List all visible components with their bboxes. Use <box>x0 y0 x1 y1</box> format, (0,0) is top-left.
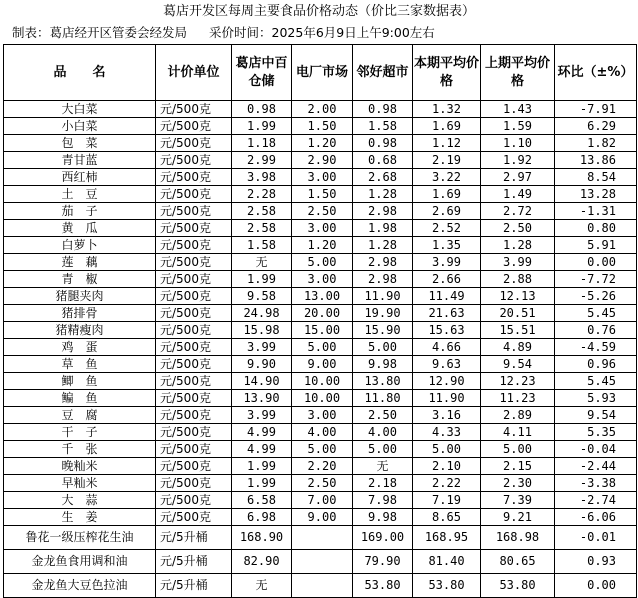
cell-price-zhongbai: 6.58 <box>232 492 292 509</box>
cell-price-zhongbai: 3.98 <box>232 169 292 186</box>
cell-name: 鳊 鱼 <box>4 390 156 407</box>
cell-price-linhao: 2.68 <box>353 169 413 186</box>
cell-name: 黄 瓜 <box>4 220 156 237</box>
cell-previous-avg: 4.11 <box>481 424 555 441</box>
cell-unit: 元/500克 <box>156 492 232 509</box>
table-row <box>4 135 637 152</box>
cell-unit: 元/500克 <box>156 118 232 135</box>
header-change: 环比（±%） <box>555 45 637 101</box>
cell-price-dianchang: 1.50 <box>292 186 353 203</box>
cell-current-avg: 1.35 <box>413 237 481 254</box>
cell-price-dianchang: 10.00 <box>292 390 353 407</box>
cell-price-zhongbai: 3.99 <box>232 407 292 424</box>
cell-change: 5.91 <box>555 237 637 254</box>
cell-previous-avg: 2.50 <box>481 220 555 237</box>
cell-change: 9.54 <box>555 407 637 424</box>
cell-unit: 元/5升桶 <box>156 550 232 574</box>
cell-current-avg: 8.65 <box>413 509 481 526</box>
table-row <box>4 390 637 407</box>
cell-price-zhongbai: 2.28 <box>232 186 292 203</box>
cell-price-linhao: 1.28 <box>353 237 413 254</box>
cell-price-zhongbai: 24.98 <box>232 305 292 322</box>
cell-previous-avg: 12.13 <box>481 288 555 305</box>
cell-previous-avg: 4.89 <box>481 339 555 356</box>
cell-price-dianchang: 5.00 <box>292 441 353 458</box>
table-row <box>4 254 637 271</box>
table-row <box>4 118 637 135</box>
cell-unit: 元/500克 <box>156 322 232 339</box>
cell-price-dianchang: 4.00 <box>292 424 353 441</box>
table-row <box>4 271 637 288</box>
header-store-dianchang: 电厂市场 <box>292 45 353 101</box>
cell-name: 小白菜 <box>4 118 156 135</box>
table-row <box>4 339 637 356</box>
cell-unit: 元/500克 <box>156 356 232 373</box>
cell-price-linhao: 169.00 <box>353 526 413 550</box>
cell-price-dianchang: 2.00 <box>292 101 353 118</box>
cell-price-dianchang: 5.00 <box>292 254 353 271</box>
cell-current-avg: 7.19 <box>413 492 481 509</box>
cell-price-zhongbai: 2.99 <box>232 152 292 169</box>
cell-price-dianchang: 7.00 <box>292 492 353 509</box>
table-row <box>4 373 637 390</box>
cell-change: -2.44 <box>555 458 637 475</box>
cell-price-zhongbai: 4.99 <box>232 424 292 441</box>
cell-change: 5.45 <box>555 373 637 390</box>
cell-price-zhongbai: 0.98 <box>232 101 292 118</box>
cell-price-linhao: 5.00 <box>353 441 413 458</box>
cell-previous-avg: 2.15 <box>481 458 555 475</box>
cell-previous-avg: 2.97 <box>481 169 555 186</box>
cell-unit: 元/500克 <box>156 305 232 322</box>
cell-change: 6.29 <box>555 118 637 135</box>
cell-name: 猪排骨 <box>4 305 156 322</box>
cell-price-dianchang: 9.00 <box>292 509 353 526</box>
cell-previous-avg: 1.92 <box>481 152 555 169</box>
cell-unit: 元/500克 <box>156 135 232 152</box>
cell-price-linhao: 19.90 <box>353 305 413 322</box>
cell-unit: 元/500克 <box>156 509 232 526</box>
cell-price-linhao: 0.68 <box>353 152 413 169</box>
cell-price-zhongbai: 6.98 <box>232 509 292 526</box>
cell-change: 13.86 <box>555 152 637 169</box>
cell-price-linhao: 5.00 <box>353 339 413 356</box>
cell-price-zhongbai: 15.98 <box>232 322 292 339</box>
cell-price-dianchang <box>292 526 353 550</box>
cell-unit: 元/5升桶 <box>156 574 232 598</box>
cell-current-avg: 2.69 <box>413 203 481 220</box>
cell-price-dianchang: 3.00 <box>292 169 353 186</box>
cell-current-avg: 2.19 <box>413 152 481 169</box>
page-title: 葛店开发区每周主要食品价格动态（价比三家数据表） <box>162 4 475 19</box>
cell-change: -2.74 <box>555 492 637 509</box>
cell-price-linhao: 11.80 <box>353 390 413 407</box>
cell-price-linhao: 13.80 <box>353 373 413 390</box>
cell-name: 千 张 <box>4 441 156 458</box>
cell-price-zhongbai: 1.58 <box>232 237 292 254</box>
cell-price-dianchang: 9.00 <box>292 356 353 373</box>
cell-price-dianchang <box>292 574 353 598</box>
cell-price-dianchang: 13.00 <box>292 288 353 305</box>
cell-price-linhao: 1.98 <box>353 220 413 237</box>
cell-change: 5.45 <box>555 305 637 322</box>
cell-price-zhongbai: 无 <box>232 574 292 598</box>
cell-price-linhao: 2.98 <box>353 203 413 220</box>
cell-price-zhongbai: 1.99 <box>232 271 292 288</box>
cell-previous-avg: 9.54 <box>481 356 555 373</box>
table-row <box>4 407 637 424</box>
table-row <box>4 101 637 118</box>
cell-name: 大白菜 <box>4 101 156 118</box>
cell-unit: 元/500克 <box>156 271 232 288</box>
cell-current-avg: 1.32 <box>413 101 481 118</box>
cell-unit: 元/500克 <box>156 186 232 203</box>
cell-price-dianchang: 5.00 <box>292 339 353 356</box>
cell-price-zhongbai: 9.90 <box>232 356 292 373</box>
cell-change: 5.35 <box>555 424 637 441</box>
cell-unit: 元/500克 <box>156 390 232 407</box>
cell-unit: 元/5升桶 <box>156 526 232 550</box>
cell-previous-avg: 7.39 <box>481 492 555 509</box>
cell-price-linhao: 0.98 <box>353 101 413 118</box>
cell-unit: 元/500克 <box>156 288 232 305</box>
cell-change: 5.93 <box>555 390 637 407</box>
cell-price-zhongbai: 1.99 <box>232 458 292 475</box>
cell-price-dianchang: 3.00 <box>292 220 353 237</box>
cell-unit: 元/500克 <box>156 203 232 220</box>
cell-price-dianchang: 10.00 <box>292 373 353 390</box>
table-row <box>4 169 637 186</box>
cell-previous-avg: 2.72 <box>481 203 555 220</box>
price-table <box>3 44 637 598</box>
maker-label: 制表：葛店经开区管委会经发局 <box>12 25 188 40</box>
cell-name: 金龙鱼大豆色拉油 <box>4 574 156 598</box>
cell-price-zhongbai: 无 <box>232 254 292 271</box>
cell-price-zhongbai: 1.18 <box>232 135 292 152</box>
cell-name: 干 子 <box>4 424 156 441</box>
cell-unit: 元/500克 <box>156 169 232 186</box>
cell-previous-avg: 3.99 <box>481 254 555 271</box>
cell-price-linhao: 9.98 <box>353 356 413 373</box>
collection-time: 采价时间：2025年6月9日上午9:00左右 <box>209 25 435 40</box>
cell-name: 包 菜 <box>4 135 156 152</box>
cell-change: 0.76 <box>555 322 637 339</box>
cell-name: 茄 子 <box>4 203 156 220</box>
cell-price-dianchang: 3.00 <box>292 407 353 424</box>
cell-unit: 元/500克 <box>156 254 232 271</box>
cell-unit: 元/500克 <box>156 458 232 475</box>
cell-change: -0.04 <box>555 441 637 458</box>
cell-price-zhongbai: 2.58 <box>232 203 292 220</box>
cell-change: -7.91 <box>555 101 637 118</box>
cell-previous-avg: 20.51 <box>481 305 555 322</box>
table-row <box>4 509 637 526</box>
cell-unit: 元/500克 <box>156 152 232 169</box>
cell-name: 晚籼米 <box>4 458 156 475</box>
cell-current-avg: 11.90 <box>413 390 481 407</box>
cell-current-avg: 2.10 <box>413 458 481 475</box>
cell-price-linhao: 1.58 <box>353 118 413 135</box>
cell-previous-avg: 1.10 <box>481 135 555 152</box>
cell-name: 鲫 鱼 <box>4 373 156 390</box>
table-row <box>4 220 637 237</box>
cell-name: 猪精瘦肉 <box>4 322 156 339</box>
cell-change: -6.06 <box>555 509 637 526</box>
cell-previous-avg: 2.30 <box>481 475 555 492</box>
cell-price-linhao: 15.90 <box>353 322 413 339</box>
cell-change: 1.82 <box>555 135 637 152</box>
table-row <box>4 574 637 598</box>
cell-change: 13.28 <box>555 186 637 203</box>
cell-previous-avg: 9.21 <box>481 509 555 526</box>
cell-previous-avg: 1.43 <box>481 101 555 118</box>
cell-change: 0.93 <box>555 550 637 574</box>
cell-price-dianchang: 2.50 <box>292 203 353 220</box>
cell-previous-avg: 15.51 <box>481 322 555 339</box>
cell-current-avg: 3.22 <box>413 169 481 186</box>
cell-previous-avg: 1.59 <box>481 118 555 135</box>
table-row <box>4 475 637 492</box>
table-row <box>4 492 637 509</box>
cell-current-avg: 2.66 <box>413 271 481 288</box>
cell-name: 早籼米 <box>4 475 156 492</box>
cell-price-linhao: 79.90 <box>353 550 413 574</box>
cell-price-dianchang: 1.50 <box>292 118 353 135</box>
cell-price-linhao: 2.98 <box>353 271 413 288</box>
subtitle <box>12 23 435 43</box>
table-row <box>4 305 637 322</box>
cell-price-linhao: 2.50 <box>353 407 413 424</box>
cell-current-avg: 9.63 <box>413 356 481 373</box>
cell-price-zhongbai: 1.99 <box>232 475 292 492</box>
cell-change: -0.01 <box>555 526 637 550</box>
cell-current-avg: 1.69 <box>413 186 481 203</box>
cell-current-avg: 2.22 <box>413 475 481 492</box>
table-row <box>4 356 637 373</box>
table-row <box>4 424 637 441</box>
cell-price-zhongbai: 9.58 <box>232 288 292 305</box>
cell-current-avg: 53.80 <box>413 574 481 598</box>
cell-price-dianchang: 2.20 <box>292 458 353 475</box>
cell-price-linhao: 4.00 <box>353 424 413 441</box>
cell-change: 0.00 <box>555 254 637 271</box>
cell-change: -5.26 <box>555 288 637 305</box>
cell-previous-avg: 2.89 <box>481 407 555 424</box>
cell-price-linhao: 1.28 <box>353 186 413 203</box>
cell-price-linhao: 9.98 <box>353 509 413 526</box>
cell-name: 青 椒 <box>4 271 156 288</box>
cell-unit: 元/500克 <box>156 441 232 458</box>
cell-price-zhongbai: 13.90 <box>232 390 292 407</box>
cell-price-dianchang: 2.50 <box>292 475 353 492</box>
cell-unit: 元/500克 <box>156 339 232 356</box>
header-row <box>4 45 637 101</box>
cell-previous-avg: 1.28 <box>481 237 555 254</box>
cell-current-avg: 3.99 <box>413 254 481 271</box>
cell-name: 西红柿 <box>4 169 156 186</box>
cell-name: 青甘蓝 <box>4 152 156 169</box>
cell-unit: 元/500克 <box>156 407 232 424</box>
cell-price-dianchang: 1.20 <box>292 135 353 152</box>
cell-price-zhongbai: 1.99 <box>232 118 292 135</box>
cell-price-dianchang: 1.20 <box>292 237 353 254</box>
cell-current-avg: 1.12 <box>413 135 481 152</box>
table-body <box>4 101 637 598</box>
cell-change: 0.00 <box>555 574 637 598</box>
cell-current-avg: 4.33 <box>413 424 481 441</box>
cell-current-avg: 2.52 <box>413 220 481 237</box>
cell-current-avg: 21.63 <box>413 305 481 322</box>
cell-name: 草 鱼 <box>4 356 156 373</box>
table-row <box>4 186 637 203</box>
cell-price-dianchang <box>292 550 353 574</box>
cell-price-linhao: 11.90 <box>353 288 413 305</box>
cell-name: 土 豆 <box>4 186 156 203</box>
cell-current-avg: 4.66 <box>413 339 481 356</box>
cell-current-avg: 1.69 <box>413 118 481 135</box>
cell-change: 0.80 <box>555 220 637 237</box>
cell-unit: 元/500克 <box>156 237 232 254</box>
cell-price-linhao: 53.80 <box>353 574 413 598</box>
header-store-linhao: 邻好超市 <box>353 45 413 101</box>
cell-price-linhao: 7.98 <box>353 492 413 509</box>
cell-current-avg: 81.40 <box>413 550 481 574</box>
cell-previous-avg: 80.65 <box>481 550 555 574</box>
cell-price-zhongbai: 82.90 <box>232 550 292 574</box>
cell-change: 0.96 <box>555 356 637 373</box>
cell-name: 鲁花一级压榨花生油 <box>4 526 156 550</box>
table-row <box>4 203 637 220</box>
cell-current-avg: 11.49 <box>413 288 481 305</box>
cell-current-avg: 3.16 <box>413 407 481 424</box>
table-row <box>4 441 637 458</box>
cell-unit: 元/500克 <box>156 101 232 118</box>
cell-current-avg: 5.00 <box>413 441 481 458</box>
cell-name: 鸡 蛋 <box>4 339 156 356</box>
cell-change: 8.54 <box>555 169 637 186</box>
cell-change: -3.38 <box>555 475 637 492</box>
table-row <box>4 237 637 254</box>
cell-previous-avg: 12.23 <box>481 373 555 390</box>
cell-previous-avg: 11.23 <box>481 390 555 407</box>
cell-price-linhao: 0.98 <box>353 135 413 152</box>
cell-previous-avg: 1.49 <box>481 186 555 203</box>
cell-name: 猪腿夹肉 <box>4 288 156 305</box>
cell-name: 豆 腐 <box>4 407 156 424</box>
cell-price-dianchang: 20.00 <box>292 305 353 322</box>
cell-name: 大 蒜 <box>4 492 156 509</box>
cell-name: 白萝卜 <box>4 237 156 254</box>
header-current-avg: 本期平均价格 <box>413 45 481 101</box>
table-row <box>4 458 637 475</box>
cell-current-avg: 15.63 <box>413 322 481 339</box>
cell-previous-avg: 5.00 <box>481 441 555 458</box>
cell-previous-avg: 168.98 <box>481 526 555 550</box>
cell-previous-avg: 53.80 <box>481 574 555 598</box>
table-row <box>4 288 637 305</box>
header-previous-avg: 上期平均价格 <box>481 45 555 101</box>
cell-name: 金龙鱼食用调和油 <box>4 550 156 574</box>
header-unit: 计价单位 <box>156 45 232 101</box>
cell-price-zhongbai: 4.99 <box>232 441 292 458</box>
cell-previous-avg: 2.88 <box>481 271 555 288</box>
cell-unit: 元/500克 <box>156 424 232 441</box>
header-store-zhongbai: 葛店中百仓储 <box>232 45 292 101</box>
cell-name: 生 姜 <box>4 509 156 526</box>
table-row <box>4 526 637 550</box>
cell-price-linhao: 无 <box>353 458 413 475</box>
cell-price-dianchang: 15.00 <box>292 322 353 339</box>
cell-change: -7.72 <box>555 271 637 288</box>
cell-price-zhongbai: 2.58 <box>232 220 292 237</box>
cell-price-dianchang: 3.00 <box>292 271 353 288</box>
cell-unit: 元/500克 <box>156 220 232 237</box>
table-row <box>4 152 637 169</box>
cell-price-linhao: 2.98 <box>353 254 413 271</box>
header-name: 品 名 <box>4 45 156 101</box>
table-row <box>4 322 637 339</box>
cell-price-zhongbai: 3.99 <box>232 339 292 356</box>
cell-price-zhongbai: 14.90 <box>232 373 292 390</box>
cell-unit: 元/500克 <box>156 373 232 390</box>
table-row <box>4 550 637 574</box>
cell-current-avg: 168.95 <box>413 526 481 550</box>
cell-price-zhongbai: 168.90 <box>232 526 292 550</box>
cell-price-linhao: 2.18 <box>353 475 413 492</box>
cell-price-dianchang: 2.90 <box>292 152 353 169</box>
cell-change: -4.59 <box>555 339 637 356</box>
cell-name: 莲 藕 <box>4 254 156 271</box>
cell-unit: 元/500克 <box>156 475 232 492</box>
cell-current-avg: 12.90 <box>413 373 481 390</box>
cell-change: -1.31 <box>555 203 637 220</box>
